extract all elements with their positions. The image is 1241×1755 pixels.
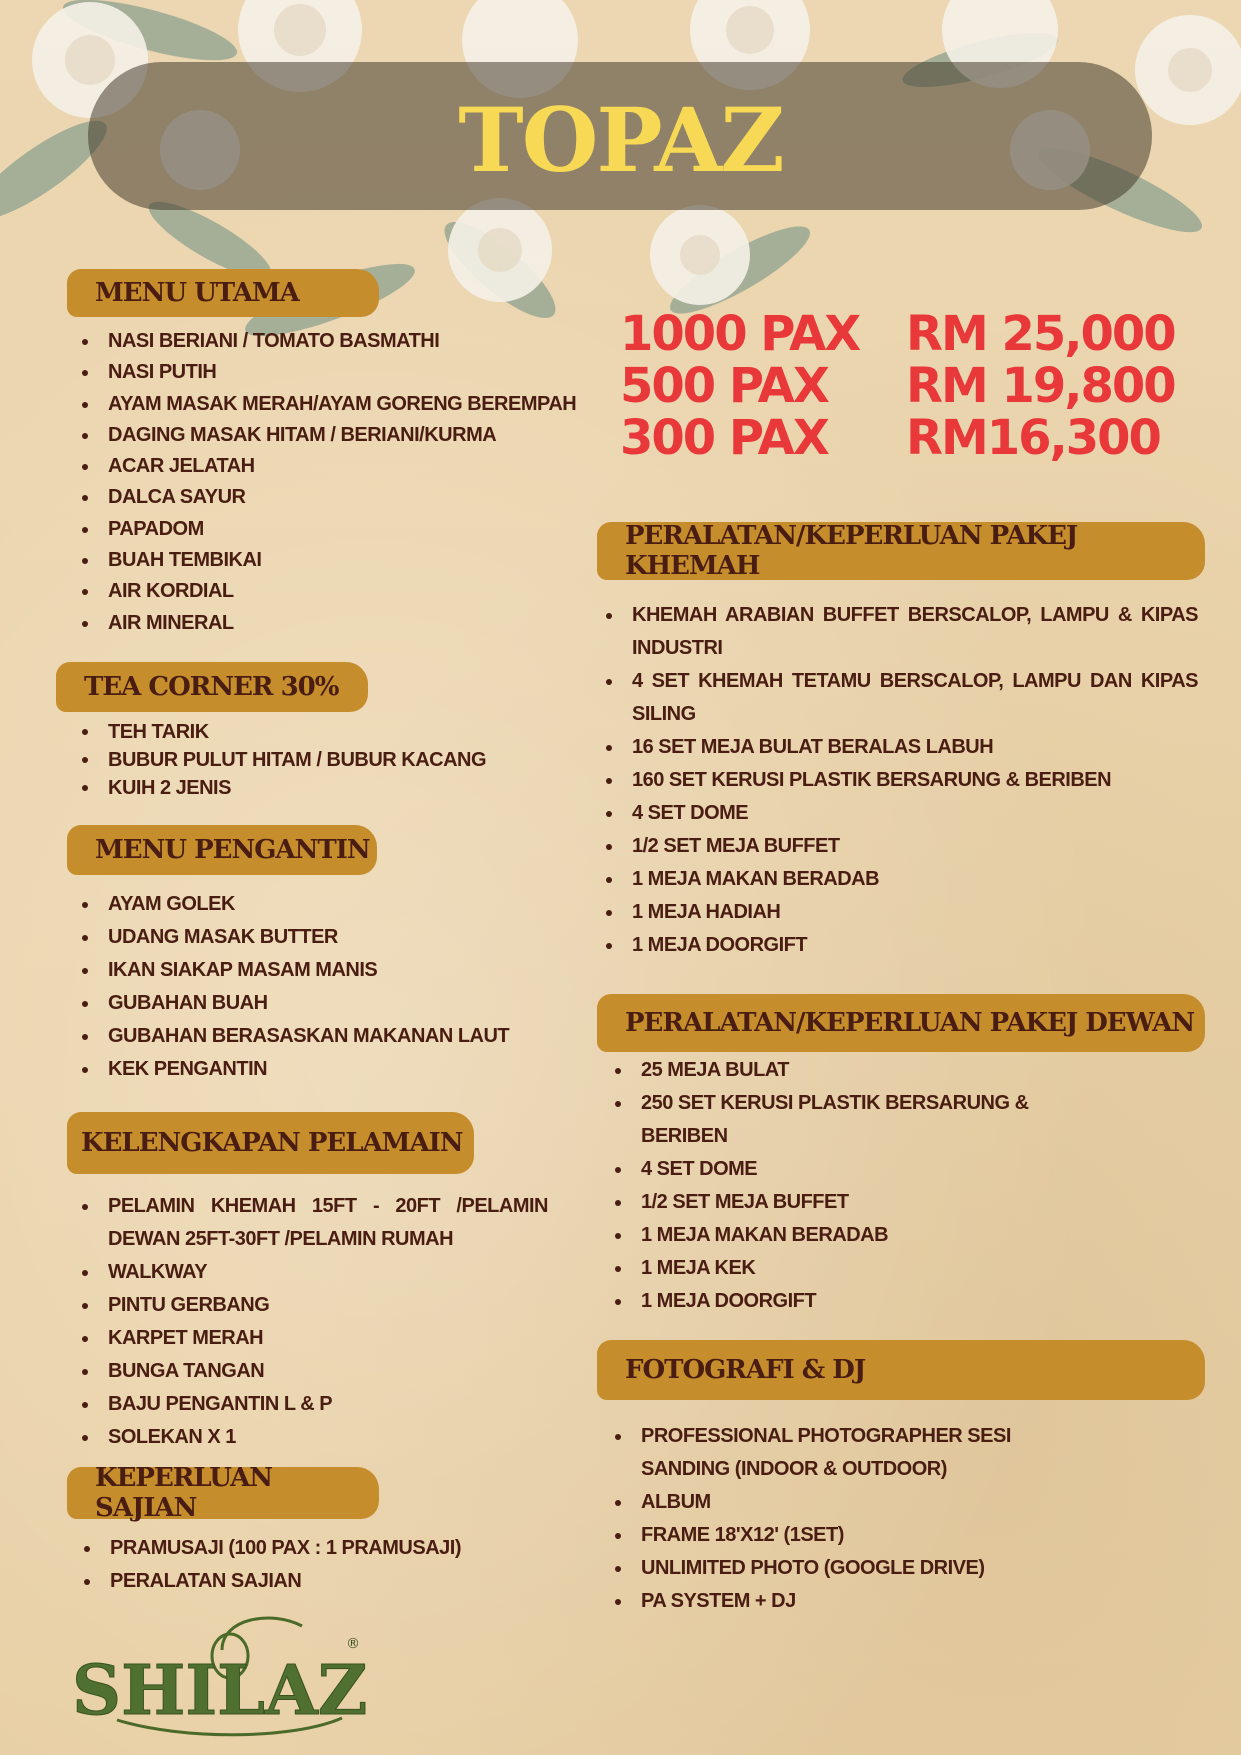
list-item: 1 MEJA DOORGIFT <box>606 929 1198 962</box>
list-item: NASI BERIANI / TOMATO BASMATHI <box>82 326 622 357</box>
tea-corner-header: TEA CORNER 30% <box>56 662 368 712</box>
list-item: DALCA SAYUR <box>82 482 622 513</box>
list-item: UDANG MASAK BUTTER <box>82 921 602 954</box>
list-item: 1 MEJA MAKAN BERADAB <box>615 1219 1055 1252</box>
price-pax-1000: 1000 PAX <box>620 306 860 362</box>
list-item: 1 MEJA KEK <box>615 1252 1055 1285</box>
list-item: 1/2 SET MEJA BUFFET <box>615 1186 1055 1219</box>
list-item: AYAM GOLEK <box>82 888 602 921</box>
registered-mark: ® <box>346 1636 360 1652</box>
menu-pengantin-header: MENU PENGANTIN <box>67 825 377 875</box>
list-item: AYAM MASAK MERAH/AYAM GORENG BEREMPAH <box>82 389 622 420</box>
list-item: ALBUM <box>615 1486 1055 1519</box>
list-item: WALKWAY <box>82 1256 548 1289</box>
list-item: 1 MEJA HADIAH <box>606 896 1198 929</box>
list-item: SOLEKAN X 1 <box>82 1421 548 1454</box>
menu-utama-list <box>82 326 622 639</box>
list-item: KUIH 2 JENIS <box>82 774 602 802</box>
list-item: PERALATAN SAJIAN <box>84 1565 604 1598</box>
list-item: KEK PENGANTIN <box>82 1053 602 1086</box>
list-item: 25 MEJA BULAT <box>615 1054 1055 1087</box>
list-item: PROFESSIONAL PHOTOGRAPHER SESI SANDING (INDOOR & OUTDOOR) <box>615 1420 1055 1486</box>
list-item: 1/2 SET MEJA BUFFET <box>606 830 1198 863</box>
khemah-header: PERALATAN/KEPERLUAN PAKEJ KHEMAH <box>597 522 1205 580</box>
list-item: GUBAHAN BUAH <box>82 987 602 1020</box>
list-item: 16 SET MEJA BULAT BERALAS LABUH <box>606 731 1198 764</box>
sajian-list <box>84 1532 604 1598</box>
khemah-list <box>606 599 1198 962</box>
price-value-500: RM 19,800 <box>906 358 1175 414</box>
list-item: 4 SET DOME <box>606 797 1198 830</box>
list-item: DAGING MASAK HITAM / BERIANI/KURMA <box>82 420 622 451</box>
fotografi-header: FOTOGRAFI & DJ <box>597 1340 1205 1400</box>
pelamain-header: KELENGKAPAN PELAMAIN <box>67 1112 474 1174</box>
dewan-header: PERALATAN/KEPERLUAN PAKEJ DEWAN <box>597 994 1205 1052</box>
list-item: BAJU PENGANTIN L & P <box>82 1388 548 1421</box>
list-item: PAPADOM <box>82 514 622 545</box>
sajian-header: KEPERLUAN SAJIAN <box>67 1467 379 1519</box>
list-item: PA SYSTEM + DJ <box>615 1585 1055 1618</box>
list-item: BUAH TEMBIKAI <box>82 545 622 576</box>
dewan-list <box>615 1054 1055 1318</box>
list-item: PINTU GERBANG <box>82 1289 548 1322</box>
logo-text: SHILAZ <box>72 1651 368 1731</box>
price-value-1000: RM 25,000 <box>906 306 1175 362</box>
list-item: 1 MEJA DOORGIFT <box>615 1285 1055 1318</box>
list-item: UNLIMITED PHOTO (GOOGLE DRIVE) <box>615 1552 1055 1585</box>
list-item: 4 SET DOME <box>615 1153 1055 1186</box>
list-item: IKAN SIAKAP MASAM MANIS <box>82 954 602 987</box>
price-value-300: RM16,300 <box>906 410 1160 466</box>
list-item: ACAR JELATAH <box>82 451 622 482</box>
list-item: 4 SET KHEMAH TETAMU BERSCALOP, LAMPU DAN KIPAS SILING <box>606 665 1198 731</box>
list-item: BUNGA TANGAN <box>82 1355 548 1388</box>
list-item: AIR KORDIAL <box>82 576 622 607</box>
pelamain-list <box>82 1190 548 1454</box>
list-item: KARPET MERAH <box>82 1322 548 1355</box>
list-item: 1 MEJA MAKAN BERADAB <box>606 863 1198 896</box>
list-item: BUBUR PULUT HITAM / BUBUR KACANG <box>82 746 602 774</box>
list-item: 250 SET KERUSI PLASTIK BERSARUNG & BERIBEN <box>615 1087 1055 1153</box>
fotografi-list <box>615 1420 1055 1618</box>
list-item: GUBAHAN BERASASKAN MAKANAN LAUT <box>82 1020 602 1053</box>
menu-pengantin-list <box>82 888 602 1086</box>
list-item: TEH TARIK <box>82 718 602 746</box>
list-item: 160 SET KERUSI PLASTIK BERSARUNG & BERIBEN <box>606 764 1198 797</box>
list-item: PRAMUSAJI (100 PAX : 1 PRAMUSAJI) <box>84 1532 604 1565</box>
price-pax-300: 300 PAX <box>620 410 828 466</box>
list-item: FRAME 18'X12' (1SET) <box>615 1519 1055 1552</box>
tea-corner-list <box>82 718 602 802</box>
price-pax-500: 500 PAX <box>620 358 828 414</box>
list-item: AIR MINERAL <box>82 608 622 639</box>
list-item: KHEMAH ARABIAN BUFFET BERSCALOP, LAMPU & KIPAS INDUSTRI <box>606 599 1198 665</box>
list-item: PELAMIN KHEMAH 15FT - 20FT /PELAMIN DEWAN 25FT-30FT /PELAMIN RUMAH <box>82 1190 548 1256</box>
shilaz-logo <box>72 1608 372 1738</box>
menu-utama-header: MENU UTAMA <box>67 269 379 317</box>
page-title: TOPAZ <box>458 88 783 192</box>
list-item: NASI PUTIH <box>82 357 622 388</box>
